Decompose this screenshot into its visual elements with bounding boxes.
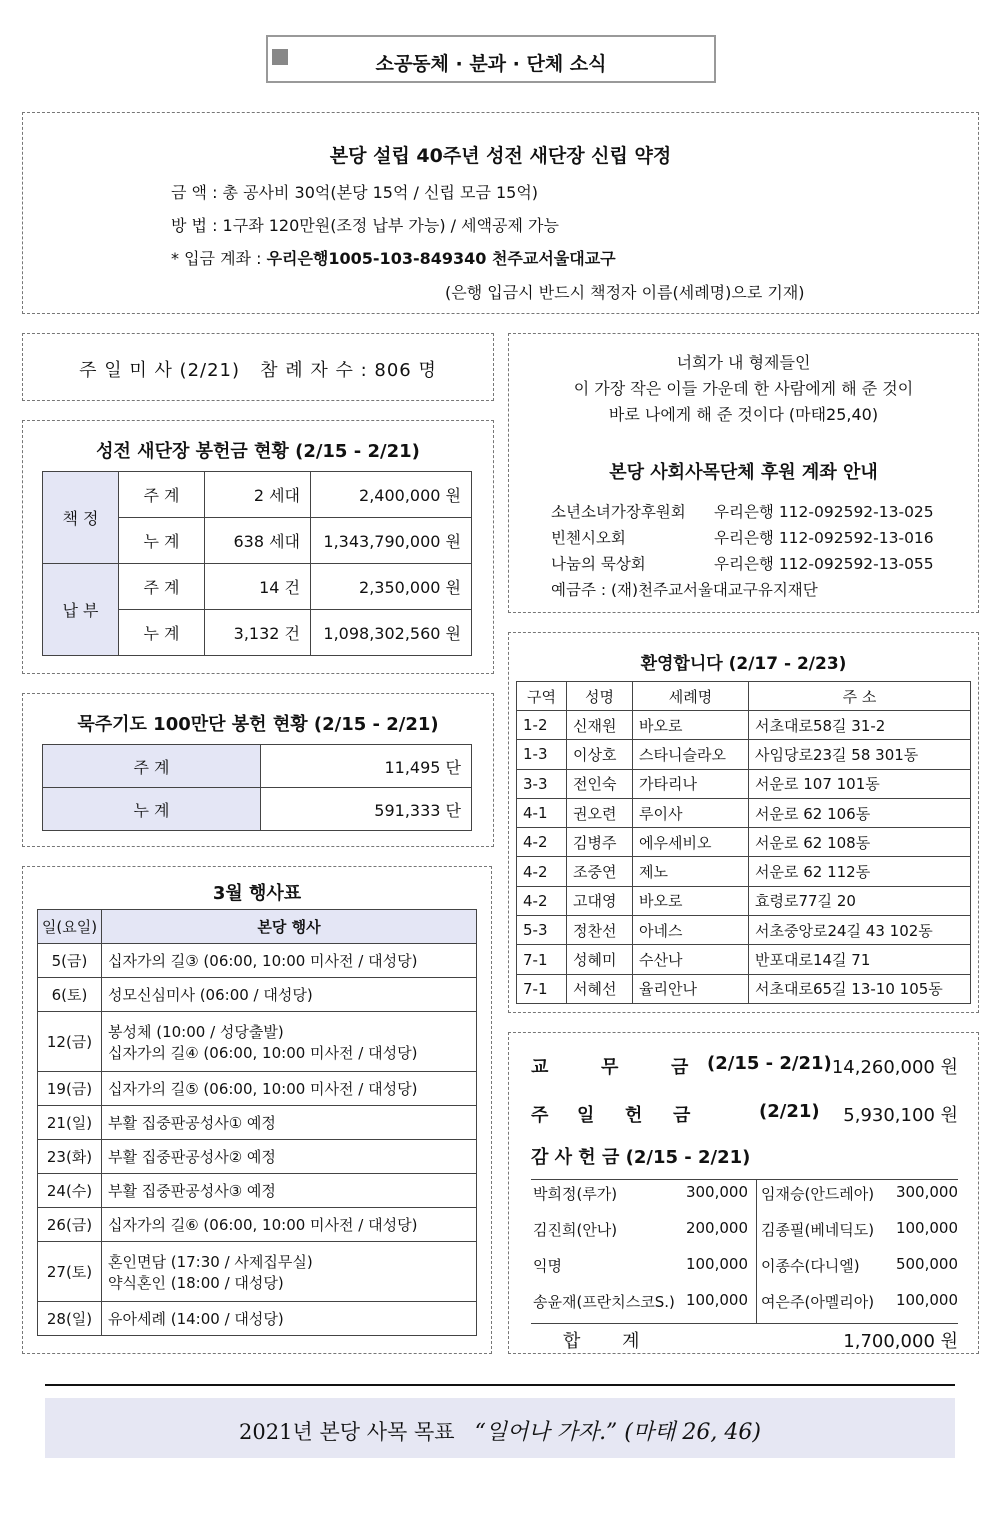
thanks-label: 감 사 헌 금 (2/15 - 2/21) [531, 1147, 751, 1168]
table-row [38, 1302, 477, 1336]
donor-name: 김진희(안나) [533, 1221, 618, 1239]
schedule-day: 27(토) [38, 1242, 102, 1302]
pledge-account [171, 246, 616, 269]
divider [531, 1323, 958, 1324]
welcome-baptismal-name: 가타리나 [633, 769, 749, 798]
schedule-event [102, 1242, 477, 1302]
rosary-row-value: 591,333 단 [261, 788, 472, 831]
offering-row-count: 14 건 [205, 564, 311, 610]
table-row [38, 944, 477, 978]
footer-motto: “일어나 가자.” (마태 26, 46) [474, 1420, 761, 1445]
offering-row-name: 주 계 [119, 472, 205, 518]
table-row [38, 1208, 477, 1242]
donor-name: 임재승(안드레아) [761, 1185, 875, 1203]
welcome-address: 반포대로14길 71 [749, 945, 971, 974]
schedule-event: 십자가의 길⑥ (06:00, 10:00 미사전 / 대성당) [102, 1208, 477, 1242]
donor-amount: 100,000 [685, 1255, 748, 1273]
divider [531, 1179, 958, 1180]
welcome-address: 서운로 62 108동 [749, 828, 971, 857]
schedule-day: 26(금) [38, 1208, 102, 1242]
total-label: 합 계 [563, 1331, 658, 1352]
table-row [43, 788, 472, 831]
schedule-title: 3월 행사표 [212, 883, 302, 904]
welcome-title: 환영합니다 (2/17 - 2/23) [640, 654, 847, 674]
verse-line: 바로 나에게 해 준 것이다 (마태25,40) [608, 405, 879, 424]
welcome-baptismal-name: 루이사 [633, 798, 749, 827]
offering-row-amount: 1,343,790,000 원 [311, 518, 472, 564]
section-header [266, 35, 716, 83]
offering-row-name: 누 계 [119, 610, 205, 656]
divider [756, 1179, 757, 1323]
welcome-district: 5-3 [517, 916, 567, 945]
schedule-day: 28(일) [38, 1302, 102, 1336]
gyomu-row [531, 1053, 958, 1079]
account-holder: 예금주 : (재)천주교서울대교구유지재단 [551, 581, 818, 599]
welcome-district: 4-1 [517, 798, 567, 827]
mass-attendance-text: 주 일 미 사 (2/21) 참 례 자 수 : 806 명 [79, 360, 437, 381]
verse-line: 이 가장 작은 이들 가운데 한 사람에게 해 준 것이 [573, 379, 914, 398]
offering-group-label: 납 부 [43, 564, 119, 656]
welcome-baptismal-name: 바오로 [633, 711, 749, 740]
welcome-header-cell: 세례명 [633, 682, 749, 711]
offering-title: 성전 새단장 봉헌금 현황 (2/15 - 2/21) [96, 441, 420, 462]
welcome-name: 서혜선 [567, 974, 633, 1003]
donor-amount: 500,000 [895, 1255, 958, 1273]
table-row [517, 711, 971, 740]
account-number: 우리은행 112-092592-13-016 [714, 529, 934, 547]
schedule-day: 12(금) [38, 1012, 102, 1072]
schedule-event-line: 봉성체 (10:00 / 성당출발) [108, 1022, 284, 1041]
welcome-name: 성혜미 [567, 945, 633, 974]
schedule-event: 부활 집중판공성사① 예정 [102, 1106, 477, 1140]
verse-line: 너희가 내 형제들인 [676, 353, 811, 372]
donor-amount: 300,000 [685, 1183, 748, 1201]
donor-name: 여은주(아멜리아) [761, 1293, 875, 1311]
welcome-address: 서초대로58길 31-2 [749, 711, 971, 740]
welcome-address: 사임당로23길 58 301동 [749, 740, 971, 769]
pledge-note: (은행 입금시 반드시 책정자 이름(세례명)으로 기재) [445, 283, 805, 302]
welcome-name: 김병주 [567, 828, 633, 857]
account-name: 나눔의 묵상회 [551, 555, 646, 573]
offering-row-count: 3,132 건 [205, 610, 311, 656]
welcome-baptismal-name: 아네스 [633, 916, 749, 945]
table-row [517, 974, 971, 1003]
donor-amount: 300,000 [895, 1183, 958, 1201]
verse-accounts-box [508, 333, 979, 613]
footer-prefix: 2021년 본당 사목 목표 [239, 1420, 455, 1444]
pledge-amount: 금 액 : 총 공사비 30억(본당 15억 / 신립 모금 15억) [171, 183, 539, 202]
table-row [517, 740, 971, 769]
welcome-district: 1-3 [517, 740, 567, 769]
table-row [38, 1012, 477, 1072]
account-name: 빈첸시오회 [551, 529, 626, 547]
donor-amount: 200,000 [685, 1219, 748, 1237]
mass-attendance-box [22, 333, 494, 401]
table-header-row [38, 910, 477, 944]
welcome-address: 서운로 62 112동 [749, 857, 971, 886]
table-row [38, 978, 477, 1012]
welcome-address: 서운로 107 101동 [749, 769, 971, 798]
donor-amount: 100,000 [685, 1291, 748, 1309]
schedule-event: 십자가의 길⑤ (06:00, 10:00 미사전 / 대성당) [102, 1072, 477, 1106]
donor-name: 김종필(베네딕도) [761, 1221, 875, 1239]
schedule-day: 5(금) [38, 944, 102, 978]
bible-verse [509, 350, 978, 428]
gyomu-label: 교 무 금 [531, 1057, 693, 1078]
welcome-address: 효령로77길 20 [749, 886, 971, 915]
offering-table [42, 471, 472, 656]
welcome-baptismal-name: 스타니슬라오 [633, 740, 749, 769]
welcome-district: 3-3 [517, 769, 567, 798]
table-row [38, 1072, 477, 1106]
table-row [517, 945, 971, 974]
schedule-event: 부활 집중판공성사② 예정 [102, 1140, 477, 1174]
account-item [551, 552, 934, 574]
welcome-box [508, 632, 979, 1013]
schedule-day: 6(토) [38, 978, 102, 1012]
pledge-account-value: 우리은행1005-103-849340 천주교서울대교구 [266, 249, 616, 268]
welcome-name: 조중연 [567, 857, 633, 886]
account-item [551, 526, 934, 548]
donor-name: 송윤재(프란치스코S.) [533, 1293, 675, 1311]
offering-box [22, 420, 494, 674]
footer-text [45, 1415, 955, 1446]
welcome-address: 서운로 62 106동 [749, 798, 971, 827]
welcome-baptismal-name: 제노 [633, 857, 749, 886]
account-number: 우리은행 112-092592-13-025 [714, 503, 934, 521]
welcome-district: 4-2 [517, 857, 567, 886]
pledge-account-label: * 입금 계좌 : [171, 249, 267, 268]
pledge-box [22, 112, 979, 314]
schedule-event: 부활 집중판공성사③ 예정 [102, 1174, 477, 1208]
welcome-district: 7-1 [517, 945, 567, 974]
schedule-day: 24(수) [38, 1174, 102, 1208]
rosary-box [22, 693, 494, 847]
welcome-baptismal-name: 수산나 [633, 945, 749, 974]
welcome-name: 정찬선 [567, 916, 633, 945]
schedule-day: 21(일) [38, 1106, 102, 1140]
table-row [38, 1174, 477, 1208]
schedule-day: 19(금) [38, 1072, 102, 1106]
table-header-row [517, 682, 971, 711]
schedule-event [102, 1012, 477, 1072]
rosary-row-value: 11,495 단 [261, 745, 472, 788]
schedule-event-line: 약식혼인 (18:00 / 대성당) [108, 1273, 284, 1292]
welcome-name: 고대영 [567, 886, 633, 915]
schedule-event: 유아세례 (14:00 / 대성당) [102, 1302, 477, 1336]
offering-row-amount: 1,098,302,560 원 [311, 610, 472, 656]
welcome-header-cell: 주 소 [749, 682, 971, 711]
table-row [38, 1242, 477, 1302]
table-row [517, 886, 971, 915]
welcome-baptismal-name: 바오로 [633, 886, 749, 915]
sunday-amount: 5,930,100 원 [843, 1105, 958, 1126]
table-row [43, 472, 472, 518]
rosary-row-name: 누 계 [43, 788, 261, 831]
table-row [517, 769, 971, 798]
welcome-header-cell: 성명 [567, 682, 633, 711]
offering-row-name: 주 계 [119, 564, 205, 610]
table-row [38, 1140, 477, 1174]
sunday-row: 주 일 헌 금 (2/21) 5,930,100 원 [531, 1101, 958, 1126]
welcome-address: 서초대로65길 13-10 105동 [749, 974, 971, 1003]
welcome-name: 전인숙 [567, 769, 633, 798]
schedule-event: 십자가의 길③ (06:00, 10:00 미사전 / 대성당) [102, 944, 477, 978]
donor-amount: 100,000 [895, 1291, 958, 1309]
welcome-name: 권오련 [567, 798, 633, 827]
offering-row-name: 누 계 [119, 518, 205, 564]
offering-row-amount: 2,350,000 원 [311, 564, 472, 610]
pledge-method: 방 법 : 1구좌 120만원(조정 납부 가능) / 세액공제 가능 [171, 216, 559, 235]
gyomu-amount: 14,260,000 원 [831, 1057, 958, 1078]
offering-row-count: 2 세대 [205, 472, 311, 518]
section-title: 소공동체 · 분과 · 단체 소식 [375, 53, 607, 75]
offering-row-amount: 2,400,000 원 [311, 472, 472, 518]
schedule-header-day: 일(요일) [38, 910, 102, 944]
welcome-district: 7-1 [517, 974, 567, 1003]
table-row [517, 857, 971, 886]
donor-name: 박희정(루가) [533, 1185, 618, 1203]
rosary-table [42, 744, 472, 831]
schedule-header-event: 본당 행사 [102, 910, 477, 944]
welcome-baptismal-name: 율리안나 [633, 974, 749, 1003]
donor-amount: 100,000 [895, 1219, 958, 1237]
account-item [551, 500, 934, 522]
sunday-period: (2/21) [759, 1101, 820, 1122]
schedule-table [37, 909, 477, 1336]
total-amount: 1,700,000 원 [843, 1331, 958, 1352]
schedule-day: 23(화) [38, 1140, 102, 1174]
offering-row-count: 638 세대 [205, 518, 311, 564]
table-row [38, 1106, 477, 1140]
welcome-baptismal-name: 에우세비오 [633, 828, 749, 857]
schedule-event-line: 십자가의 길④ (06:00, 10:00 미사전 / 대성당) [108, 1043, 418, 1062]
welcome-address: 서초중앙로24길 43 102동 [749, 916, 971, 945]
welcome-district: 4-2 [517, 828, 567, 857]
table-row [43, 564, 472, 610]
schedule-event-line: 혼인면담 (17:30 / 사제집무실) [108, 1252, 313, 1271]
rosary-title: 묵주기도 100만단 봉헌 현황 (2/15 - 2/21) [77, 714, 439, 735]
footer-rule [45, 1384, 955, 1386]
gyomu-period: (2/15 - 2/21) [707, 1053, 832, 1074]
table-row [517, 828, 971, 857]
schedule-box [22, 866, 492, 1354]
welcome-table [516, 681, 971, 1004]
offering-group-label: 책 정 [43, 472, 119, 564]
donor-name: 익명 [533, 1257, 562, 1275]
table-row [43, 745, 472, 788]
finance-box [508, 1032, 979, 1354]
welcome-name: 이상호 [567, 740, 633, 769]
welcome-district: 4-2 [517, 886, 567, 915]
account-number: 우리은행 112-092592-13-055 [714, 555, 934, 573]
pledge-title: 본당 설립 40주년 성전 새단장 신립 약정 [329, 145, 672, 167]
welcome-header-cell: 구역 [517, 682, 567, 711]
table-row [517, 916, 971, 945]
rosary-row-name: 주 계 [43, 745, 261, 788]
welcome-district: 1-2 [517, 711, 567, 740]
table-row [517, 798, 971, 827]
welcome-name: 신재원 [567, 711, 633, 740]
schedule-event: 성모신심미사 (06:00 / 대성당) [102, 978, 477, 1012]
donor-name: 이종수(다니엘) [761, 1257, 860, 1275]
account-name: 소년소녀가장후원회 [551, 503, 686, 521]
accounts-title: 본당 사회사목단체 후원 계좌 안내 [609, 462, 878, 483]
footer-banner [45, 1398, 955, 1458]
